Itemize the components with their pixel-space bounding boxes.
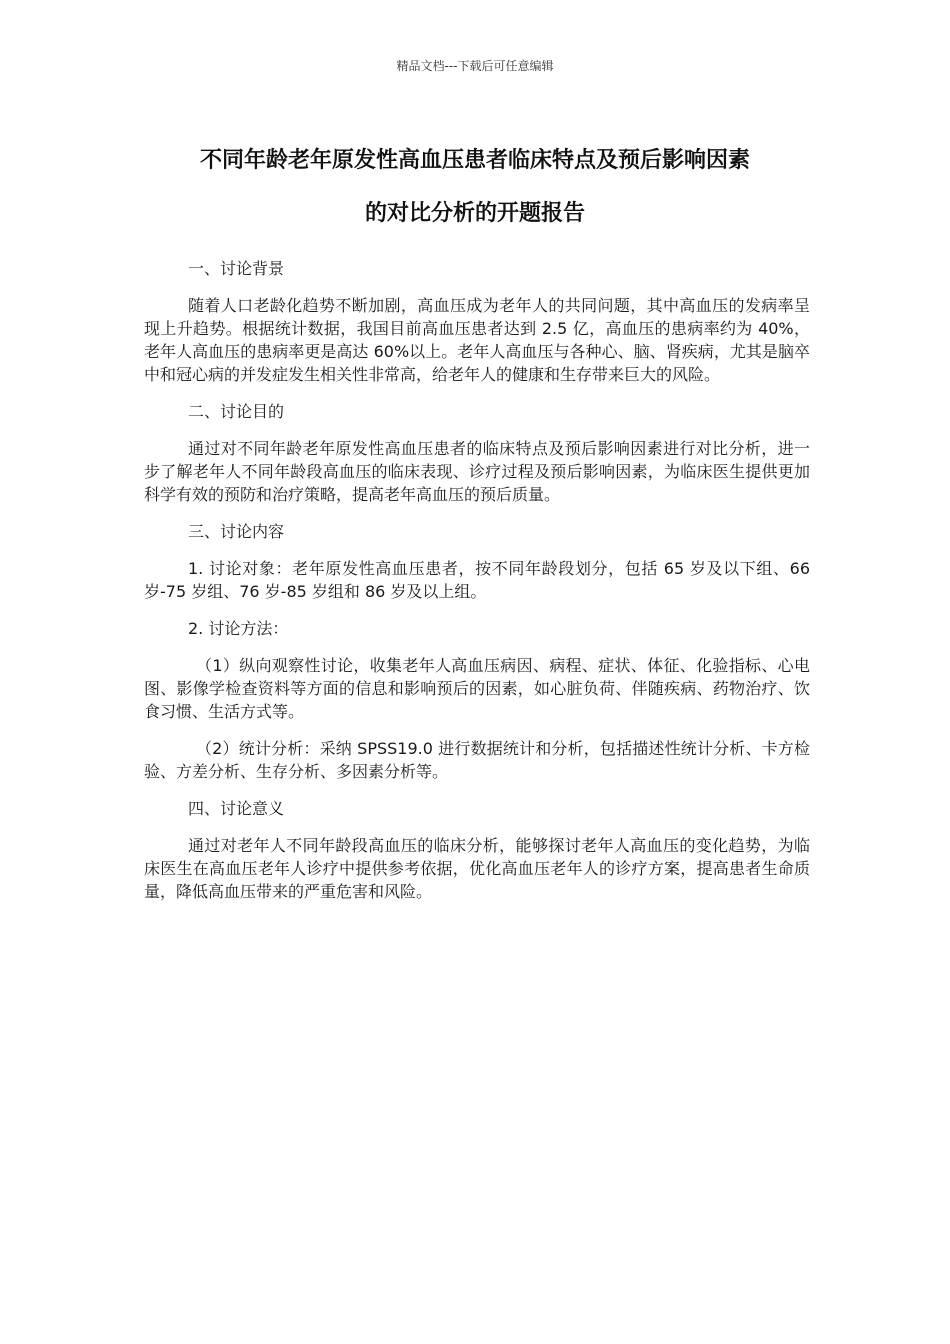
section-heading-purpose: 二、讨论目的 [188, 402, 285, 421]
document-body [144, 257, 810, 917]
purpose-paragraph: 通过对不同年龄老年原发性高血压患者的临床特点及预后影响因素进行对比分析，进一步了解老年人不同年龄段高血压的临床表现、诊疗过程及预后影响因素，为临床医生提供更加科学有效的预防和治疗策略，提高老年高血压的预后质量。 [144, 439, 810, 504]
section-heading-content: 三、讨论内容 [188, 522, 285, 541]
title-line-1: 不同年龄老年原发性高血压患者临床特点及预后影响因素 [199, 148, 750, 173]
title-line-2: 的对比分析的开题报告 [364, 201, 585, 226]
content-item-methods: 2. 讨论方法： [188, 619, 289, 638]
significance-paragraph: 通过对老年人不同年龄段高血压的临床分析，能够探讨老年人高血压的变化趋势，为临床医生在高血压老年人诊疗中提供参考依据，优化高血压老年人的诊疗方案，提高患者生命质量，降低高血压带来的严重危害和风险。 [144, 836, 810, 901]
method-longitudinal: （1）纵向观察性讨论，收集老年人高血压病因、病程、症状、体征、化验指标、心电图、影像学检查资料等方面的信息和影响预后的因素，如心脏负荷、伴随疾病、药物治疗、饮食习惯、生活方式等。 [144, 656, 810, 721]
method-statistics: （2）统计分析：采纳 SPSS19.0 进行数据统计和分析，包括描述性统计分析、卡方检验、方差分析、生存分析、多因素分析等。 [144, 739, 810, 781]
document-title [130, 134, 820, 240]
background-paragraph: 随着人口老龄化趋势不断加剧，高血压成为老年人的共同问题，其中高血压的发病率呈现上升趋势。根据统计数据，我国目前高血压患者达到 2.5 亿，高血压的患病率约为 40%，老年人高血压的患病率更是高达 60%以上。老年人高血压与各种心、脑、肾疾病，尤其是脑卒中和冠心病的并发症发生相关性非常高，给老年人的健康和生存带来巨大的风险。 [144, 296, 810, 384]
section-heading-background: 一、讨论背景 [188, 259, 285, 278]
content-item-subjects: 1. 讨论对象：老年原发性高血压患者，按不同年龄段划分，包括 65 岁及以下组、66 岁-75 岁组、76 岁-85 岁组和 86 岁及以上组。 [144, 559, 810, 601]
header-note: 精品文档---下载后可任意编辑 [396, 59, 554, 73]
section-heading-significance: 四、讨论意义 [188, 799, 285, 818]
